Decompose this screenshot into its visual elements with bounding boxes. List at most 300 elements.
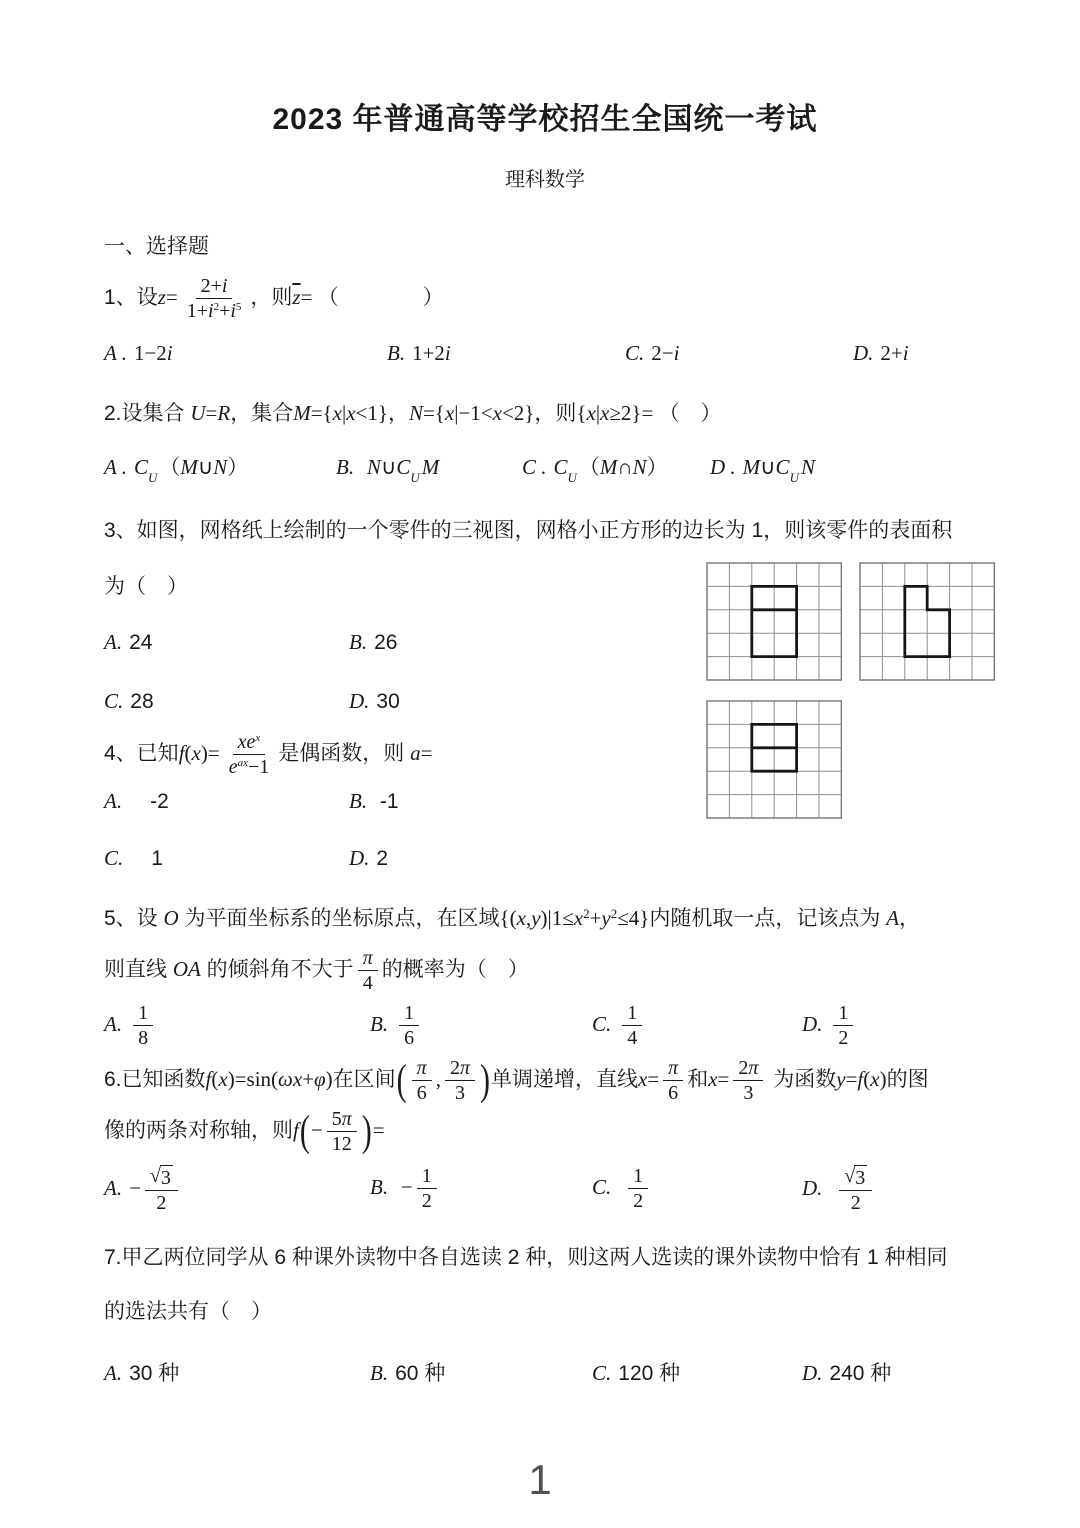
page-number: 1 — [528, 1456, 552, 1503]
option-7B — [370, 1358, 592, 1389]
big-paren: ( — [299, 1106, 310, 1155]
three-view-grid-2 — [859, 562, 995, 681]
math-fraction — [399, 1002, 419, 1049]
text-run: 24 — [129, 631, 153, 654]
fraction-denominator — [417, 1189, 437, 1212]
text-run: -1 — [374, 790, 399, 813]
text-run: 的概率为（ ） — [381, 958, 529, 982]
option-5A — [104, 1002, 370, 1049]
math-variable: x — [191, 741, 201, 766]
math-variable: N — [408, 401, 423, 425]
text-run: 28 — [130, 690, 154, 713]
math-run: 1 — [421, 1165, 432, 1187]
math-variable: x — [444, 401, 455, 425]
option-5D — [802, 1002, 857, 1049]
math-run: {( — [499, 906, 517, 930]
text-run: 在区间 — [332, 1068, 396, 1092]
exam-subject-subtitle: 理科数学 — [505, 169, 585, 191]
math-subscript: U — [789, 470, 799, 486]
math-variable: M — [293, 401, 311, 425]
math-run: ∪ — [380, 455, 397, 479]
text-run: 6.已知函数 — [104, 1068, 206, 1092]
math-run: ∩ — [617, 455, 633, 479]
math-run: − — [310, 1118, 323, 1143]
fraction-numerator — [358, 947, 378, 971]
option-label: B. — [370, 1012, 389, 1037]
math-fraction — [839, 1165, 872, 1214]
fraction-numerator — [628, 1165, 648, 1189]
text-run: 1、设 — [104, 286, 158, 310]
text-run: 120 种 — [618, 1362, 681, 1385]
option-3D — [349, 686, 400, 717]
math-fraction — [412, 1057, 432, 1104]
math-variable: C — [553, 455, 568, 479]
big-paren: ) — [479, 1055, 490, 1104]
math-run: 4 — [362, 972, 373, 994]
math-superscript: x — [255, 732, 261, 745]
text-run — [829, 1177, 835, 1200]
math-variable: x — [573, 906, 584, 930]
fraction-numerator — [733, 1057, 763, 1081]
math-variable: N — [800, 455, 815, 479]
fraction-numerator — [412, 1057, 432, 1081]
math-run: = — [717, 1067, 730, 1092]
math-variable: x — [516, 906, 526, 930]
option-1D — [853, 338, 909, 369]
option-7C — [592, 1358, 802, 1389]
math-variable: i — [166, 341, 173, 365]
option-label: B. — [370, 1361, 389, 1385]
math-variable: π — [748, 1057, 759, 1079]
fraction-denominator — [450, 1081, 470, 1104]
math-variable: x — [332, 401, 342, 425]
question-7-line-2 — [104, 1296, 986, 1328]
text-run: ） — [646, 456, 668, 479]
math-run: sin — [246, 1067, 272, 1092]
text-run: （ ） — [317, 286, 444, 310]
text-run: ，集合 — [230, 402, 294, 425]
math-variable: C — [775, 455, 790, 479]
question-5-line-2 — [104, 947, 986, 994]
math-variable: i — [673, 341, 680, 365]
math-variable: N — [632, 455, 647, 479]
fraction-numerator — [622, 1002, 642, 1026]
option-2D — [710, 452, 815, 486]
math-run: ( — [211, 1067, 219, 1092]
fraction-denominator — [358, 971, 378, 994]
math-fraction — [628, 1165, 648, 1212]
math-fraction — [417, 1165, 437, 1212]
option-label: C. — [592, 1012, 612, 1037]
text-run: 60 种 — [395, 1362, 446, 1385]
fraction-denominator — [846, 1191, 866, 1214]
fraction-denominator — [663, 1081, 683, 1104]
math-variable: x — [586, 401, 596, 425]
option-label: D. — [349, 689, 370, 713]
text-run: （ — [578, 456, 600, 479]
math-run: 1 — [633, 1165, 644, 1187]
option-1A — [104, 338, 387, 369]
math-run: 6 — [668, 1082, 679, 1104]
question-3-line-1 — [104, 515, 986, 547]
math-variable: x — [637, 1067, 648, 1092]
option-6B — [370, 1165, 592, 1212]
option-label: A . — [104, 341, 127, 365]
math-variable: f — [293, 1118, 299, 1143]
option-5C — [592, 1002, 802, 1049]
question-7 — [104, 1242, 986, 1389]
text-run: 为（ ） — [104, 575, 188, 598]
math-run: 2+ — [200, 275, 222, 297]
option-1B — [387, 338, 625, 369]
math-variable: f — [205, 1067, 212, 1092]
math-run: = — [205, 401, 218, 425]
text-run: 内随机取一点，记该点为 — [649, 907, 887, 930]
fraction-denominator — [151, 1191, 171, 1214]
math-run: ∪ — [760, 455, 776, 479]
fraction-numerator — [145, 1165, 178, 1191]
math-variable: OA — [172, 957, 201, 982]
text-run: 为函数 — [767, 1068, 837, 1092]
math-variable: x — [600, 401, 610, 425]
math-run: −1 — [247, 756, 270, 778]
math-run: <1} — [355, 401, 388, 425]
math-variable: M — [742, 455, 761, 479]
option-label: C. — [625, 341, 645, 365]
math-run: | — [595, 401, 601, 425]
option-label: B. — [370, 1175, 389, 1200]
option-label: A. — [104, 630, 123, 654]
fraction-numerator — [399, 1002, 419, 1026]
text-run: ，则 — [250, 286, 293, 310]
fraction-denominator — [133, 1026, 153, 1049]
math-run: 1−2 — [133, 341, 167, 365]
math-run: − — [400, 1175, 413, 1200]
text-run: ，则 — [534, 402, 577, 425]
question-5 — [104, 902, 986, 1049]
math-run: = — [845, 1067, 858, 1092]
math-run: ={ — [310, 401, 333, 425]
math-run: )|1≤ — [540, 906, 574, 930]
math-run: , — [435, 1067, 441, 1092]
math-run: 1 — [627, 1002, 638, 1024]
math-fraction — [133, 1002, 153, 1049]
option-label: B. — [336, 455, 355, 479]
math-superscript: 2 — [583, 906, 590, 921]
option-2C — [522, 452, 710, 486]
math-superscript: 2 — [610, 906, 618, 921]
fraction-numerator — [133, 1002, 153, 1026]
text-run: 2 — [376, 847, 389, 870]
option-label: D. — [802, 1361, 823, 1385]
math-fraction — [733, 1057, 763, 1104]
math-variable: O — [163, 906, 179, 930]
math-run: 1 — [838, 1002, 849, 1024]
math-fraction — [622, 1002, 642, 1049]
math-run: ( — [184, 741, 192, 766]
math-subscript: U — [410, 470, 420, 486]
math-run: 3 — [454, 1082, 465, 1104]
math-variable: i — [444, 341, 451, 365]
option-2B — [336, 452, 522, 486]
question-6-line-2 — [104, 1108, 986, 1155]
math-run: 3 — [743, 1082, 754, 1104]
math-run: 2 — [738, 1057, 749, 1079]
option-label: B. — [349, 789, 368, 813]
option-7A — [104, 1358, 370, 1389]
option-label: B. — [387, 341, 406, 365]
text-run: 的倾斜角不大于 — [200, 958, 354, 982]
math-variable: C — [396, 455, 411, 479]
text-run: 单调递增，直线 — [490, 1068, 638, 1092]
math-variable: x — [292, 1067, 303, 1092]
text-run: ， — [387, 402, 409, 425]
fraction-denominator — [738, 1081, 758, 1104]
math-run: 12 — [331, 1133, 352, 1155]
text-run: -2 — [129, 790, 169, 813]
math-variable: e — [228, 756, 238, 778]
math-variable: C — [133, 455, 148, 479]
fraction-numerator — [445, 1057, 475, 1081]
option-3A — [104, 627, 349, 658]
math-run: ( — [863, 1067, 871, 1092]
page-title: 2023 年普通高等学校招生全国统一考试 — [272, 103, 818, 136]
math-fraction — [224, 731, 275, 778]
question-7-line-1 — [104, 1242, 986, 1274]
math-run: = — [300, 285, 318, 310]
math-run: + — [589, 906, 602, 930]
radical-sign: √ — [149, 1165, 161, 1187]
option-6D — [802, 1165, 876, 1214]
option-6C — [592, 1165, 802, 1212]
math-run: 5 — [331, 1108, 342, 1130]
math-run: 6 — [416, 1082, 427, 1104]
section-heading: 一、选择题 — [104, 235, 209, 258]
math-run: <2} — [501, 401, 535, 425]
text-run: 7.甲乙两位同学从 6 种课外读物中各自选读 2 种，则这两人选读的课外读物中恰有 1 种相同 — [104, 1246, 948, 1269]
math-run: 1+ — [186, 300, 208, 322]
option-label: D. — [802, 1176, 823, 1201]
question3-three-view-figure — [706, 562, 998, 820]
math-run: = — [165, 285, 178, 310]
math-conjugate-bar: $\overline{z}$ — [292, 285, 301, 310]
math-fraction — [327, 1108, 357, 1155]
option-label: D. — [853, 341, 874, 365]
option-1C — [625, 338, 853, 369]
math-run: 4 — [627, 1027, 638, 1049]
fraction-numerator — [839, 1165, 872, 1191]
question-2 — [104, 397, 986, 486]
math-fraction — [833, 1002, 853, 1049]
option-label: C. — [104, 689, 124, 713]
question-5-options-row-1 — [104, 1002, 986, 1049]
math-run: − — [129, 1176, 141, 1201]
math-variable: M — [421, 455, 440, 479]
math-variable: y — [836, 1067, 846, 1092]
math-run: ∪ — [197, 455, 214, 479]
math-variable: π — [416, 1057, 427, 1079]
option-label: A. — [104, 789, 123, 813]
fraction-numerator — [417, 1165, 437, 1189]
math-run: 1+2 — [412, 341, 445, 365]
math-variable: y — [601, 906, 611, 930]
math-variable: N — [213, 455, 228, 479]
math-run: 2 — [156, 1192, 167, 1214]
questions-container — [104, 275, 986, 1389]
option-label: C. — [592, 1175, 612, 1200]
text-run: 1 — [130, 847, 163, 870]
math-run: )= — [227, 1067, 247, 1092]
text-run: 2.设集合 — [104, 402, 191, 425]
math-variable: N — [366, 455, 381, 479]
math-run: | — [341, 401, 347, 425]
text-run: 240 种 — [829, 1362, 892, 1385]
math-run: ) — [879, 1067, 887, 1092]
option-3B — [349, 627, 397, 658]
option-label: C . — [522, 455, 547, 479]
text-run: 为平面坐标系的坐标原点，在区域 — [178, 907, 500, 930]
fraction-numerator — [233, 731, 266, 755]
text-run: 的选法共有（ ） — [104, 1300, 272, 1323]
math-run: , — [525, 906, 532, 930]
math-variable: x — [237, 731, 247, 753]
text-run: 26 — [374, 631, 398, 654]
three-view-grid-3 — [706, 700, 842, 819]
math-subscript: U — [147, 470, 158, 486]
question-1 — [104, 275, 986, 369]
fraction-denominator — [224, 755, 275, 778]
math-run: |−1< — [454, 401, 493, 425]
question-4-options-row-2 — [104, 843, 986, 874]
math-variable: x — [708, 1067, 718, 1092]
math-run: ={ — [422, 401, 445, 425]
math-run: { — [576, 401, 587, 425]
fraction-numerator — [196, 275, 233, 299]
big-paren: ( — [396, 1055, 407, 1104]
text-run: 像的两条对称轴，则 — [104, 1119, 293, 1143]
radical-sign: √ — [844, 1165, 856, 1187]
math-variable: M — [180, 455, 198, 479]
math-variable: x — [218, 1067, 228, 1092]
text-run: 5、设 — [104, 907, 164, 930]
option-7D — [802, 1358, 891, 1389]
question-7-options-row-1 — [104, 1358, 986, 1389]
fraction-denominator — [628, 1189, 648, 1212]
option-label: C. — [592, 1361, 612, 1385]
question-1-line-1 — [104, 275, 986, 322]
math-run: 2 — [633, 1190, 644, 1212]
math-run: 6 — [404, 1027, 415, 1049]
math-run: = — [372, 1118, 385, 1143]
math-variable: x — [870, 1067, 880, 1092]
math-run: ≥2}= — [609, 401, 659, 425]
math-fraction — [358, 947, 378, 994]
option-label: D . — [710, 455, 736, 479]
text-run: 和 — [687, 1068, 709, 1092]
math-run: ) — [325, 1067, 333, 1092]
fraction-denominator — [412, 1081, 432, 1104]
math-variable: i — [221, 275, 228, 297]
option-4C — [104, 843, 349, 874]
fraction-numerator — [833, 1002, 853, 1026]
option-label: A. — [104, 1361, 123, 1385]
math-variable: i — [208, 300, 214, 322]
math-run: = — [420, 741, 433, 766]
math-subscript: U — [567, 470, 577, 486]
option-2A — [104, 452, 336, 486]
option-4B — [349, 786, 399, 817]
fraction-numerator — [327, 1108, 357, 1132]
math-run: + — [219, 300, 231, 322]
math-superscript: 5 — [235, 301, 242, 314]
math-square-root — [150, 1165, 173, 1189]
math-fraction — [663, 1057, 683, 1104]
question-1-options-row-1 — [104, 338, 986, 369]
question-2-options-row-1 — [104, 452, 986, 486]
radicand: 3 — [855, 1167, 866, 1189]
math-variable: φ — [314, 1067, 326, 1092]
option-5B — [370, 1002, 592, 1049]
text-run: 的图 — [886, 1068, 929, 1092]
math-run: 8 — [138, 1027, 149, 1049]
fraction-denominator — [182, 299, 247, 322]
math-variable: f — [857, 1067, 864, 1092]
question-6-options-row-1 — [104, 1165, 986, 1214]
fraction-denominator — [833, 1026, 853, 1049]
option-label: A . — [104, 455, 127, 479]
text-run: （ — [159, 456, 181, 479]
fraction-denominator — [622, 1026, 642, 1049]
option-label: D. — [802, 1012, 823, 1037]
option-label: D. — [349, 846, 370, 870]
text-run: 是偶函数，则 — [278, 742, 411, 766]
question-6 — [104, 1057, 986, 1214]
text-run: 30 — [376, 690, 400, 713]
math-variable: U — [190, 401, 206, 425]
math-square-root — [844, 1165, 867, 1189]
math-run: ≤4} — [617, 906, 650, 930]
option-label: A. — [104, 1176, 123, 1201]
math-run: )= — [200, 741, 220, 766]
math-variable: π — [362, 947, 373, 969]
fraction-numerator — [663, 1057, 683, 1081]
three-view-grid-1 — [706, 562, 842, 681]
fraction-denominator — [327, 1132, 357, 1155]
math-fraction — [445, 1057, 475, 1104]
math-superscript: 2 — [213, 301, 220, 314]
math-variable: x — [346, 401, 356, 425]
question-5-line-1 — [104, 902, 986, 935]
math-superscript: ax — [237, 757, 248, 770]
math-run: 1 — [404, 1002, 415, 1024]
math-variable: f — [178, 741, 185, 766]
math-variable: i — [230, 300, 236, 322]
math-variable: i — [902, 341, 909, 365]
text-run: 4、已知 — [104, 742, 179, 766]
math-variable: z — [157, 285, 166, 310]
question-6-line-1 — [104, 1057, 986, 1104]
text-run: 3、如图，网格纸上绘制的一个零件的三视图，网格小正方形的边长为 1，则该零件的表面积 — [104, 519, 953, 542]
math-variable: x — [492, 401, 502, 425]
math-run: 1 — [138, 1002, 149, 1024]
math-run: 2− — [651, 341, 674, 365]
math-variable: π — [341, 1108, 352, 1130]
text-run: （ ） — [658, 402, 722, 425]
math-fraction — [145, 1165, 178, 1214]
math-run: ( — [271, 1067, 279, 1092]
math-variable: π — [668, 1057, 679, 1079]
math-run: + — [302, 1067, 315, 1092]
